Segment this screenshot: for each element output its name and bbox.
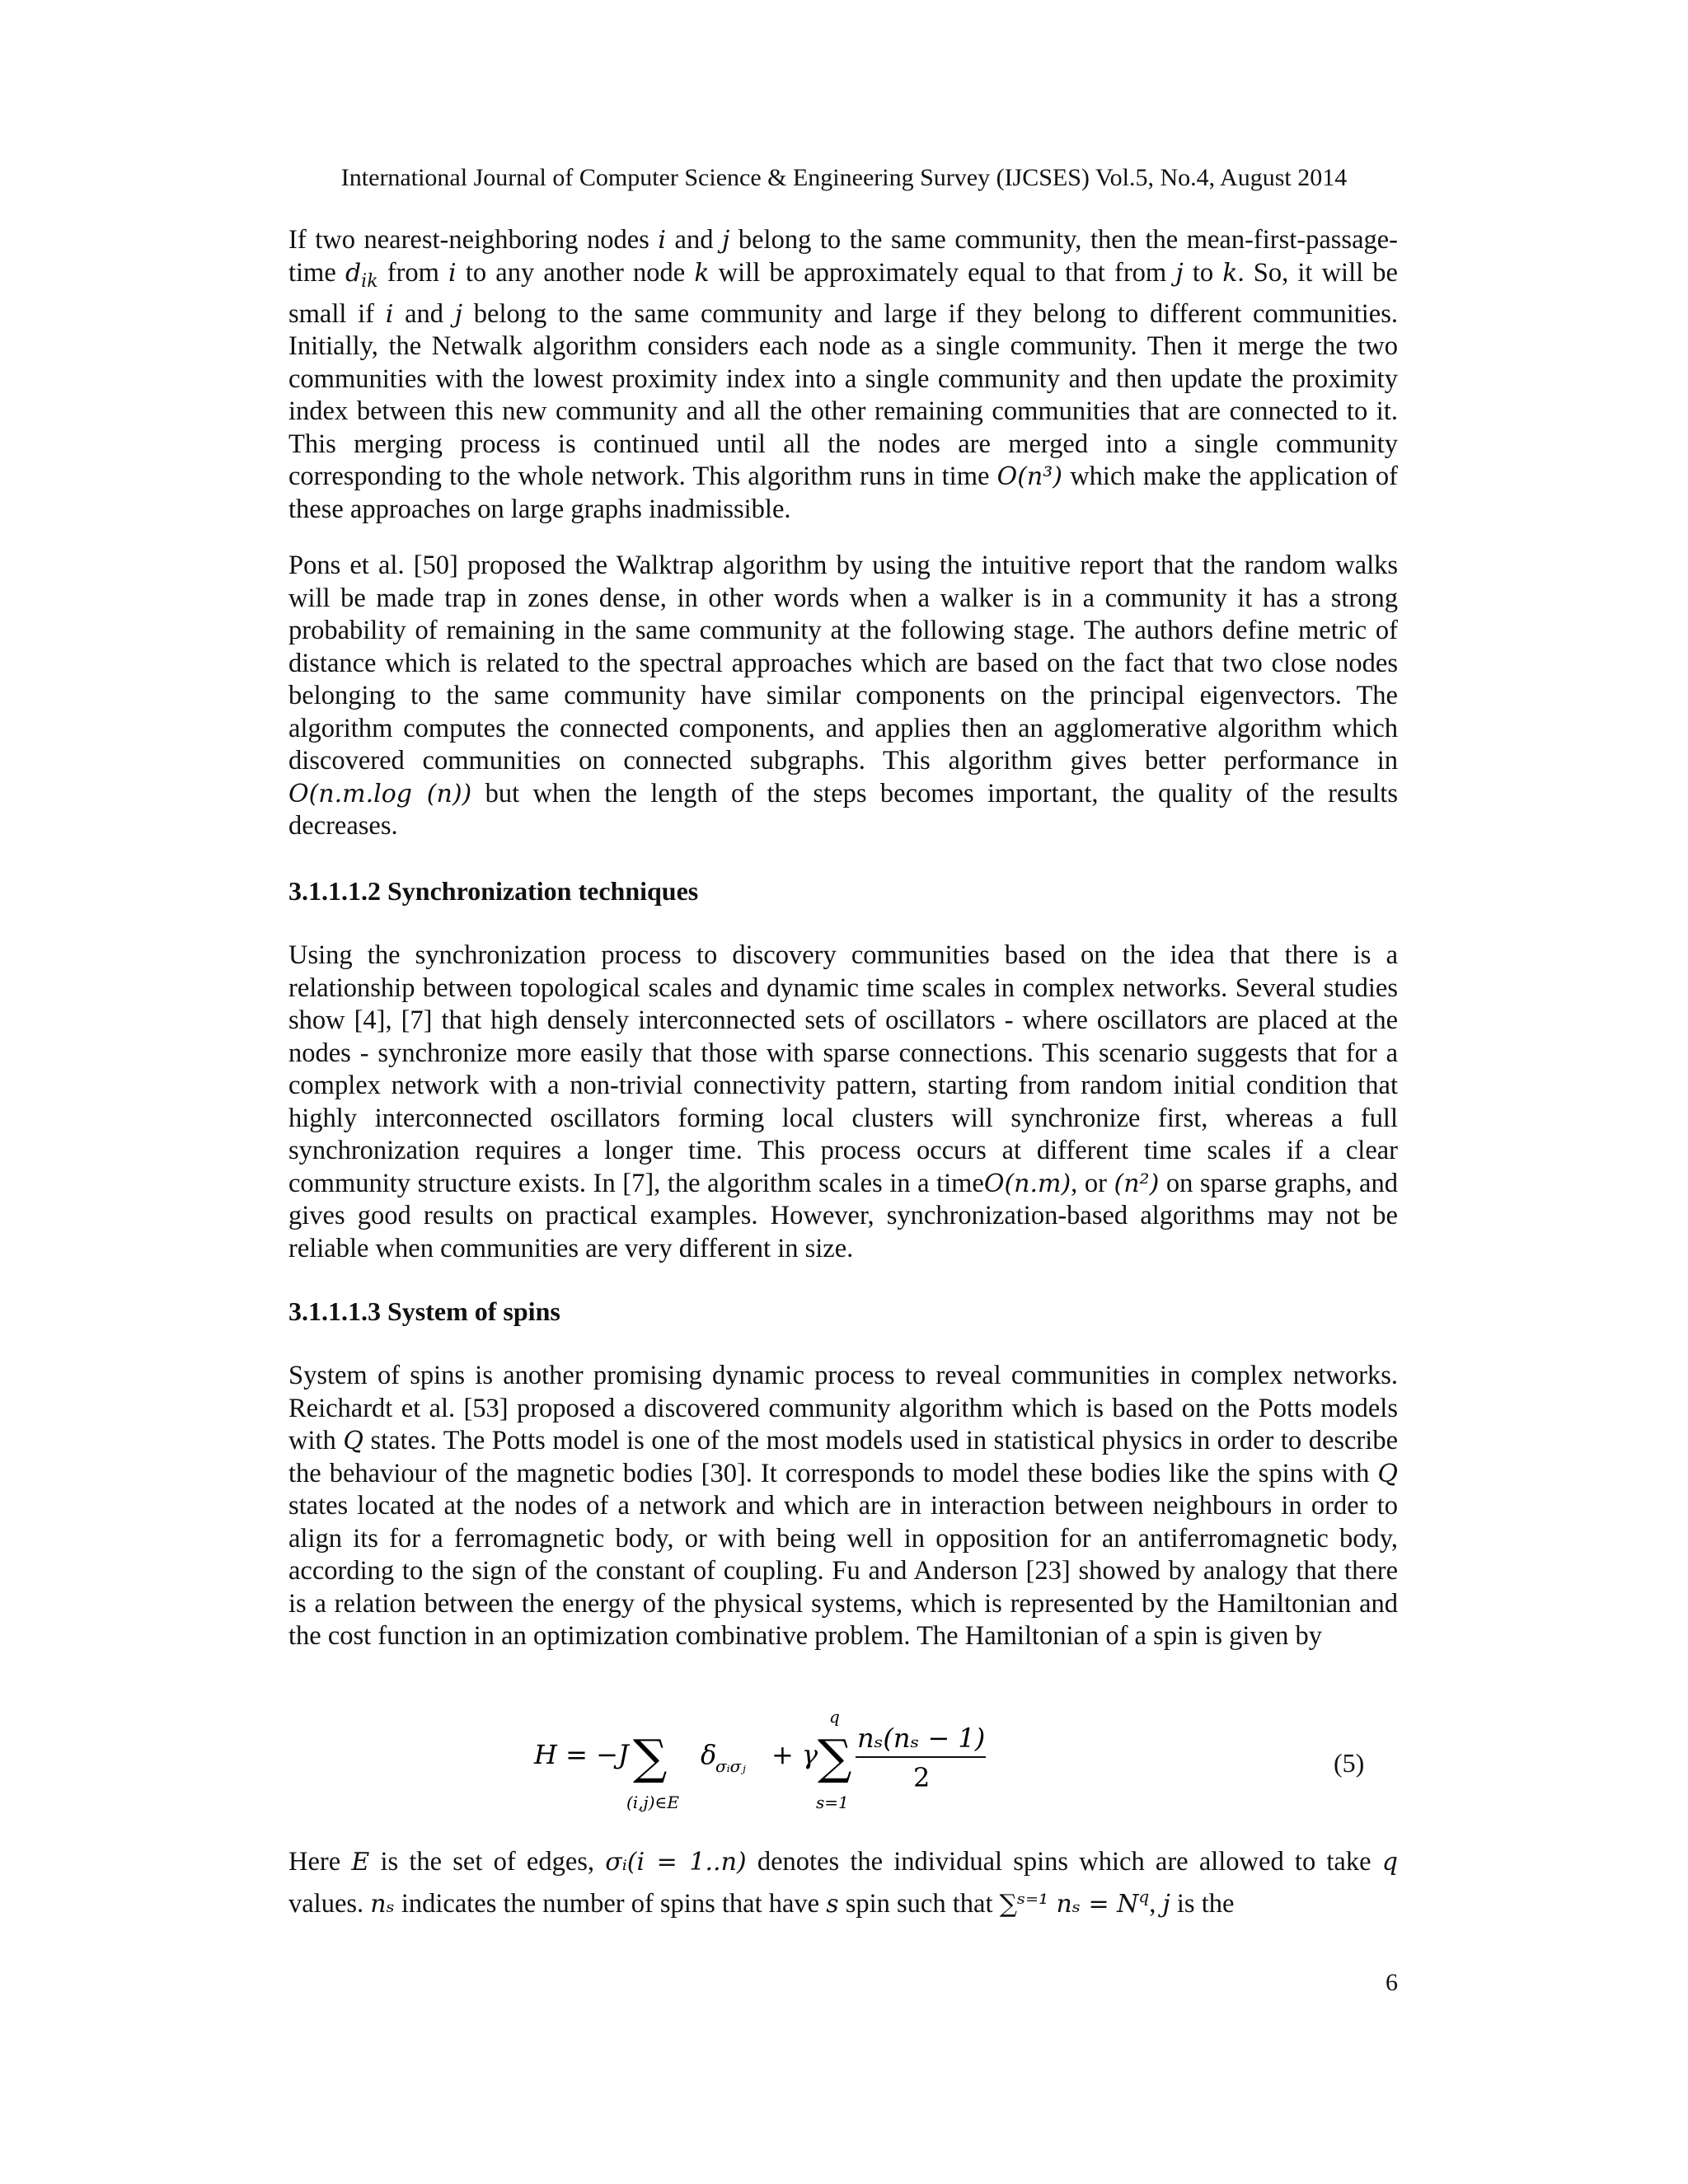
sum-2-symbol: ∑ — [818, 1729, 852, 1785]
sum-1-symbol: ∑ — [633, 1729, 668, 1785]
paragraph-netwalk: If two nearest-neighboring nodes i and j belong to the same community, then the mean-first-passage-time $d_{ik}$ from i to any another node k will be approximately equal to that from j to k. So, it will be small if i and j belong to the same community and large if they belong to different communities. Initially, the Netwalk algorithm considers each node as a single community. Then it merge the two communities with the lowest proximity index into a single community and then update the proximity index between this new community and all the other remaining communities that are connected to it. This merging process is continued until all the nodes are merged into a single community corresponding to the whole network. This algorithm runs in time O(n³) which make the application of these approaches on large graphs inadmissible. — [288, 225, 1399, 524]
sum-2-lower-limit: s=1 — [816, 1793, 849, 1812]
complexity-walktrap: O(n.m.log (n)) — [288, 779, 472, 808]
delta-symbol: δ — [701, 1739, 717, 1770]
running-header: International Journal of Computer Science & Engineering Survey (IJCSES) Vol.5, No.4, August 2014 — [340, 164, 1348, 191]
section-heading-spins: 3.1.1.1.3 System of spins — [288, 1296, 560, 1326]
hamiltonian-equation — [495, 1706, 1088, 1821]
paragraph-equation-definitions: Here E is the set of edges, σᵢ(i = 1..n) denotes the individual spins which are allowed to take q values. nₛ indicates the number of spins that have s spin such that ∑ˢ⁼¹ $n_s = N^q$, j is the — [288, 1847, 1398, 1919]
page-number: 6 — [1386, 1969, 1398, 1996]
paragraph-walktrap: Pons et al. [50] proposed the Walktrap algorithm by using the intuitive report that the random walks will be made trap in zones dense, in other words when a walker is in a community it has a strong probability of remaining in the same community at the following stage. The authors define metric of distance which is related to the spectral approaches which are based on the fact that two close nodes belonging to the same community have similar components on the principal eigenvectors. The algorithm computes the connected components, and applies then an agglomerative algorithm which discovered communities on connected subgraphs. This algorithm gives better performance in O(n.m.log (n)) but when the length of the steps becomes important, the quality of the results decreases. — [288, 551, 1398, 841]
equation-number: (5) — [1334, 1748, 1365, 1778]
section-heading-synchronization: 3.1.1.1.2 Synchronization techniques — [288, 876, 699, 906]
sum-2-upper-limit: q — [829, 1707, 840, 1727]
delta-subscript: σᵢσⱼ — [715, 1756, 746, 1776]
eq-lhs: H = −J — [534, 1739, 629, 1770]
fraction-denominator: 2 — [913, 1762, 931, 1793]
fraction-numerator: nₛ(nₛ − 1) — [857, 1722, 986, 1754]
plus-gamma: + γ — [771, 1739, 818, 1770]
complexity-netwalk: O(n³) — [996, 462, 1062, 491]
paragraph-spins: System of spins is another promising dynamic process to reveal communities in complex networks. Reichardt et al. [53] proposed a discovered community algorithm which is based on the Potts models with Q states. The Potts model is one of the most models used in statistical physics in order to describe the behaviour of the magnetic bodies [30]. It corresponds to model these bodies like the spins with Q states located at the nodes of a network and which are in interaction between neighbours in order to align its for a ferromagnetic body, or with being well in opposition for an antiferromagnetic body, according to the sign of the constant of coupling. Fu and Anderson [23] showed by analogy that there is a relation between the energy of the physical systems, which is represented by the Hamiltonian and the cost function in an optimization combinative problem. The Hamiltonian of a spin is given by — [288, 1361, 1398, 1651]
sum-1-lower-limit: (i,j)∈E — [626, 1793, 679, 1812]
paragraph-synchronization: Using the synchronization process to discovery communities based on the idea that there is a relationship between topological scales and dynamic time scales in complex networks. Several studies show [4], [7] that high densely interconnected sets of oscillators - where oscillators are placed at the nodes - synchronize more easily that those with sparse connections. This scenario suggests that for a complex network with a non-trivial connectivity pattern, starting from random initial condition that highly interconnected oscillators forming local clusters will synchronize first, whereas a full synchronization requires a longer time. This process occurs at different time scales if a clear community structure exists. In [7], the algorithm scales in a timeO(n.m), or (n²) on sparse graphs, and gives good results on practical examples. However, synchronization-based algorithms may not be reliable when communities are very different in size. — [288, 940, 1398, 1263]
